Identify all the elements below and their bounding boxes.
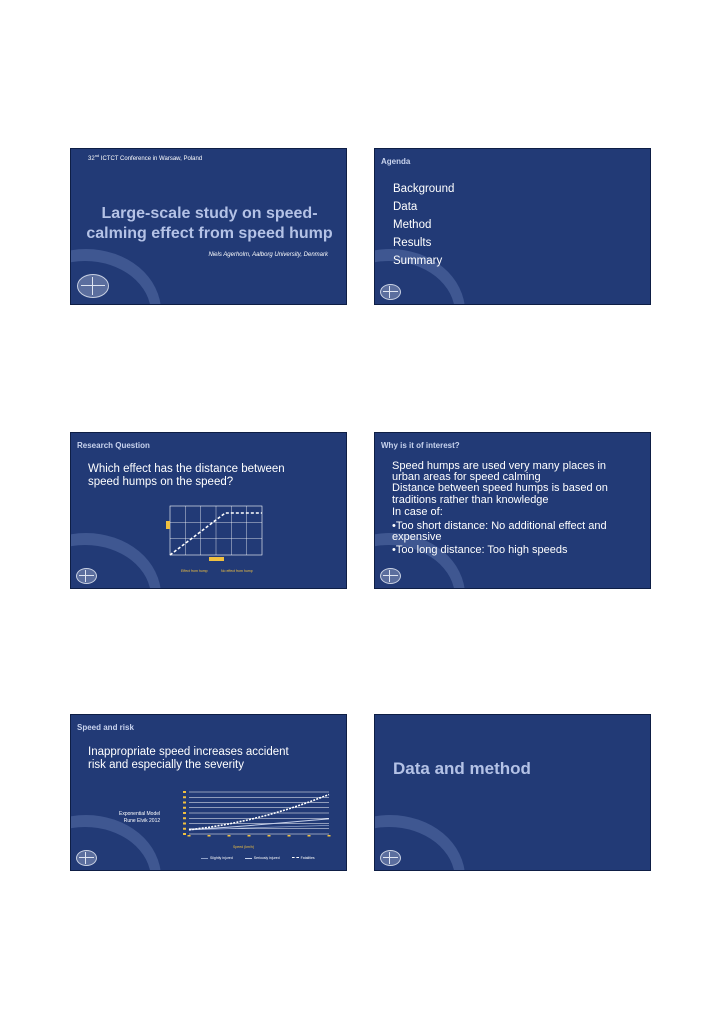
- agenda-item: Data: [393, 201, 418, 213]
- slide-why-interest: [374, 432, 651, 589]
- slide-data-method: [374, 714, 651, 871]
- y-tick-label: [183, 791, 186, 793]
- legend-no-effect: No effect from hump: [221, 569, 253, 573]
- legend-slightly: Slightly injured: [201, 856, 233, 860]
- x-tick-label: [288, 835, 291, 837]
- slide-heading: Research Question: [77, 441, 150, 450]
- slide-heading: Speed and risk: [77, 723, 134, 732]
- section-title: Data and method: [393, 759, 531, 778]
- interest-list: Speed humps are used very many places in urban areas for speed calming Distance between speed humps is based on traditions rather than knowledge In case of: •Too short distance: No additional effect and expensive •Too long distance: Too high speeds: [392, 460, 608, 556]
- globe-logo-icon: [76, 850, 97, 866]
- x-axis-label: Speed (km/h): [233, 845, 255, 849]
- speed-risk-text: Inappropriate speed increases accident risk and especially the severity: [88, 746, 289, 771]
- x-tick-label: [308, 835, 311, 837]
- y-tick-label: [183, 796, 186, 798]
- agenda-item: Summary: [393, 255, 443, 267]
- x-tick-label: [208, 835, 211, 837]
- agenda-list: [393, 180, 454, 270]
- legend-seriously: Seriously injured: [245, 856, 280, 860]
- author-label: Niels Agerholm, Aalborg University, Denmark: [208, 252, 328, 258]
- globe-logo-icon: [77, 274, 109, 298]
- legend-effect: Effect from hump: [181, 569, 208, 573]
- chart-xaxis-tag: [209, 557, 224, 561]
- agenda-item: Results: [393, 237, 432, 249]
- y-tick-label: [183, 823, 186, 825]
- x-tick-label: [328, 835, 331, 837]
- agenda-item: Method: [393, 219, 432, 231]
- slide-research-question: [70, 432, 347, 589]
- speed-risk-chart: [183, 790, 333, 840]
- presentation-title: Large-scale study on speed- calming effect from speed hump: [86, 205, 333, 242]
- slide-heading: Why is it of interest?: [381, 441, 460, 450]
- globe-logo-icon: [380, 568, 401, 584]
- globe-logo-icon: [380, 850, 401, 866]
- slide-heading: Agenda: [381, 157, 411, 166]
- slide-agenda: [374, 148, 651, 305]
- y-tick-label: [183, 812, 186, 814]
- hump-effect-chart: [168, 504, 278, 559]
- model-caption: Exponential Model Rune Elvik 2012: [119, 811, 161, 824]
- y-tick-label: [183, 807, 186, 809]
- x-tick-label: [248, 835, 251, 837]
- agenda-item: Background: [393, 183, 455, 195]
- conference-label: 32nd ICTCT Conference in Warsaw, Poland: [88, 153, 203, 162]
- question-text: Which effect has the distance between speed humps on the speed?: [88, 463, 285, 488]
- slide-speed-risk: [70, 714, 347, 871]
- chart-yaxis-tag: [166, 521, 170, 529]
- globe-logo-icon: [380, 284, 401, 300]
- y-tick-label: [183, 828, 186, 830]
- y-tick-label: [183, 833, 186, 835]
- x-tick-label: [268, 835, 271, 837]
- legend-fatalities: Fatalities: [292, 856, 315, 860]
- chart-legend: [201, 856, 315, 860]
- globe-logo-icon: [76, 568, 97, 584]
- x-tick-label: [228, 835, 231, 837]
- series-line: [189, 819, 329, 830]
- x-tick-label: [188, 835, 191, 837]
- y-tick-label: [183, 802, 186, 804]
- slide-title: [70, 148, 347, 305]
- y-tick-label: [183, 817, 186, 819]
